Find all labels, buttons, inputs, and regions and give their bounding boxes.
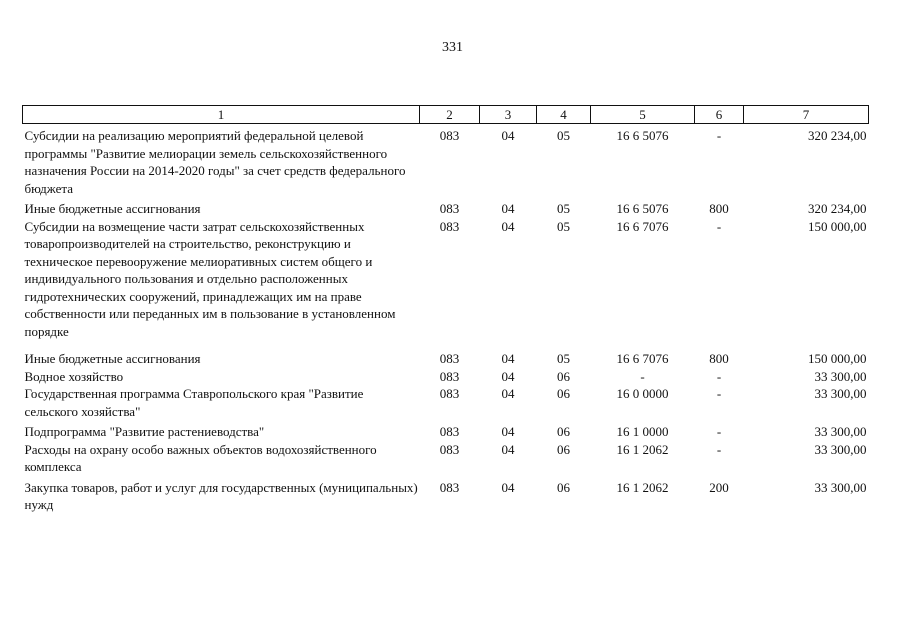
row-ved: 083 [439, 351, 460, 366]
row-name: Расходы на охрану особо важных объектов водохозяйственного комплекса [24, 441, 377, 474]
row-vr: - [716, 424, 722, 439]
row-ved: 083 [439, 386, 460, 401]
row-ved: 083 [439, 201, 460, 216]
row-name: Иные бюджетные ассигнования [24, 201, 201, 216]
row-vr: - [716, 218, 722, 234]
row-rz: 04 [501, 351, 515, 366]
row-pr: 06 [557, 441, 570, 457]
table-row [23, 479, 869, 514]
row-vr: - [716, 441, 722, 457]
table-row [23, 200, 869, 218]
table-row [23, 368, 869, 386]
header-col-4: 4 [537, 106, 591, 124]
row-ved: 083 [439, 218, 460, 234]
row-vr: 800 [709, 351, 729, 366]
row-csr: 16 6 5076 [616, 128, 669, 143]
row-csr: 16 1 0000 [616, 424, 669, 439]
row-sum: 33 300,00 [814, 386, 867, 401]
row-vr: - [716, 368, 722, 384]
row-name: Субсидии на возмещение части затрат сельскохозяйственных товаропроизводителей на строительство, реконструкцию и техническое перевооружение мелиоративных систем общего и индивидуального пользования и отдельно расположенных гидротехнических сооружений, принадлежащих им на праве собственности или переданных им в пользование в установленном порядке [24, 218, 396, 339]
row-sum: 320 234,00 [808, 201, 867, 216]
row-rz: 04 [501, 368, 515, 384]
row-ved: 083 [439, 424, 460, 439]
row-csr: 16 6 7076 [616, 218, 669, 234]
header-col-7: 7 [744, 106, 869, 124]
header-col-6: 6 [695, 106, 744, 124]
row-ved: 083 [439, 128, 460, 143]
row-name: Закупка товаров, работ и услуг для государственных (муниципальных) нужд [24, 479, 418, 512]
table-row [23, 385, 869, 420]
row-vr: 200 [709, 479, 729, 495]
row-csr: 16 1 2062 [616, 441, 669, 457]
row-rz: 04 [501, 128, 515, 143]
table-row [23, 218, 869, 341]
header-col-2: 2 [420, 106, 480, 124]
row-pr: 06 [557, 386, 570, 401]
row-pr: 05 [557, 128, 570, 143]
row-sum: 33 300,00 [814, 424, 867, 439]
row-sum: 33 300,00 [814, 441, 867, 457]
row-sum: 150 000,00 [808, 351, 867, 366]
row-csr: - [640, 368, 645, 384]
row-sum: 33 300,00 [814, 479, 867, 495]
row-csr: 16 6 5076 [616, 201, 669, 216]
row-pr: 06 [557, 424, 570, 439]
row-pr: 05 [557, 218, 570, 234]
row-rz: 04 [501, 201, 515, 216]
budget-table [22, 105, 869, 514]
row-ved: 083 [439, 368, 460, 384]
header-col-3: 3 [480, 106, 537, 124]
row-sum: 33 300,00 [814, 368, 867, 384]
row-ved: 083 [439, 441, 460, 457]
row-pr: 06 [557, 479, 570, 495]
row-name: Государственная программа Ставропольского края "Развитие сельского хозяйства" [24, 386, 364, 419]
row-ved: 083 [439, 479, 460, 495]
row-vr: 800 [709, 201, 729, 216]
row-name: Субсидии на реализацию мероприятий федеральной целевой программы "Развитие мелиорации земель сельскохозяйственного назначения России на 2014-2020 годы" за счет средств федерального бюджета [24, 128, 406, 196]
row-csr: 16 1 2062 [616, 479, 669, 495]
row-rz: 04 [501, 386, 515, 401]
row-vr: - [716, 128, 722, 143]
row-name: Подпрограмма "Развитие растениеводства" [24, 424, 265, 439]
row-pr: 06 [557, 368, 570, 384]
table-header-row [23, 106, 869, 124]
table-row [23, 423, 869, 441]
row-sum: 150 000,00 [808, 218, 867, 234]
row-pr: 05 [557, 351, 570, 366]
row-rz: 04 [501, 218, 515, 234]
row-vr: - [716, 386, 722, 401]
row-name: Иные бюджетные ассигнования [24, 351, 201, 366]
header-col-5: 5 [591, 106, 695, 124]
table-row [23, 350, 869, 368]
row-rz: 04 [501, 424, 515, 439]
row-rz: 04 [501, 479, 515, 495]
table-row [23, 441, 869, 476]
row-name: Водное хозяйство [24, 368, 124, 384]
row-csr: 16 0 0000 [616, 386, 669, 401]
row-csr: 16 6 7076 [616, 351, 669, 366]
header-col-1: 1 [23, 106, 420, 124]
row-sum: 320 234,00 [808, 128, 867, 143]
page-number: 331 [442, 40, 463, 55]
row-pr: 05 [557, 201, 570, 216]
row-rz: 04 [501, 441, 515, 457]
table-row [23, 127, 869, 197]
